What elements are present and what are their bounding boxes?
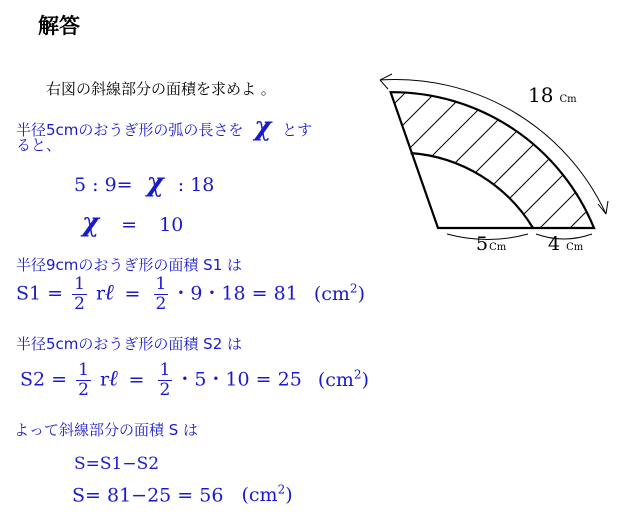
solution-value: 10 — [159, 214, 184, 236]
page-title: 解答 — [38, 14, 80, 38]
s2-formula — [20, 362, 369, 399]
s2-fraction — [76, 362, 91, 399]
s2-radius: r — [100, 368, 110, 391]
s1-fraction-denominator: 2 — [74, 294, 85, 314]
s1-radius: r — [96, 282, 106, 305]
sector-figure — [370, 62, 630, 262]
s1-fraction-2-numerator: 1 — [155, 274, 167, 294]
variable-x: χ — [254, 112, 272, 142]
s1-unit-close: ) — [357, 282, 365, 305]
base-outer-label: 4 Cm — [548, 233, 584, 255]
proportion-right: : 18 — [177, 174, 215, 196]
s-formula: S=S1−S2 — [74, 454, 160, 474]
base-inner-label: 5Cm — [476, 233, 507, 255]
s2-arc-length: ℓ — [109, 365, 119, 392]
s2-fraction-2-numerator: 1 — [159, 360, 171, 380]
s2-fraction-numerator: 1 — [78, 360, 89, 380]
s1-unit — [314, 283, 365, 305]
s2-fraction-2-denominator: 2 — [159, 380, 171, 400]
arc-length-intro-text: 半径5cmのおうぎ形の弧の長さを — [16, 121, 244, 139]
s-result-unit — [241, 484, 292, 506]
s2-intro: 半径5cmのおうぎ形の面積 S2 は — [16, 335, 243, 353]
s1-equals: = — [124, 282, 141, 305]
s2-unit — [318, 369, 369, 391]
s1-formula — [16, 276, 365, 313]
proportion-equation — [74, 168, 214, 198]
s-result-unit-close: ) — [285, 484, 293, 507]
outer-sector — [391, 92, 594, 228]
s-result-unit-open: (cm — [241, 484, 278, 507]
proportion-variable: χ — [146, 168, 164, 198]
s2-unit-close: ) — [361, 368, 369, 391]
s1-unit-open: (cm — [313, 282, 350, 305]
s-result-calculation: S= 81−25 = 56 — [72, 484, 224, 507]
s2-unit-exponent: 2 — [353, 367, 362, 382]
s-result-unit-exponent: 2 — [277, 483, 286, 497]
s2-calculation: ・5・10 = 25 — [175, 368, 302, 391]
solution-equation — [82, 208, 183, 238]
problem-statement: 右図の斜線部分の面積を求めよ 。 — [46, 80, 276, 98]
s2-equals: = — [128, 368, 145, 391]
arc-label: 18 Cm — [528, 83, 577, 107]
s1-arc-length: ℓ — [105, 279, 115, 306]
solution-equals: = — [121, 214, 138, 236]
s2-lhs: S2 = — [20, 368, 68, 391]
s2-fraction-2 — [158, 362, 173, 399]
s-result — [72, 483, 293, 506]
arc-length-intro-tail: とす — [282, 121, 313, 139]
arc-length-intro-continued: ると、 — [16, 136, 62, 154]
s1-fraction-2-denominator: 2 — [155, 294, 167, 314]
s2-unit-open: (cm — [317, 368, 354, 391]
inner-arc — [411, 153, 534, 228]
base-outer-dimension — [536, 234, 592, 239]
s1-intro: 半径9cmのおうぎ形の面積 S1 は — [16, 256, 243, 274]
s1-lhs: S1 = — [16, 282, 64, 305]
s1-calculation: ・9・18 = 81 — [171, 282, 298, 305]
s1-fraction-numerator: 1 — [74, 274, 85, 294]
s2-fraction-denominator: 2 — [78, 380, 89, 400]
proportion-left: 5 : 9= — [74, 174, 133, 196]
s1-fraction-2 — [154, 276, 169, 313]
s-intro: よって斜線部分の面積 S は — [14, 421, 199, 439]
s1-unit-exponent: 2 — [349, 281, 358, 296]
s1-fraction — [72, 276, 87, 313]
solution-variable: χ — [82, 208, 100, 238]
arc-arrowhead-left-icon — [380, 74, 392, 89]
